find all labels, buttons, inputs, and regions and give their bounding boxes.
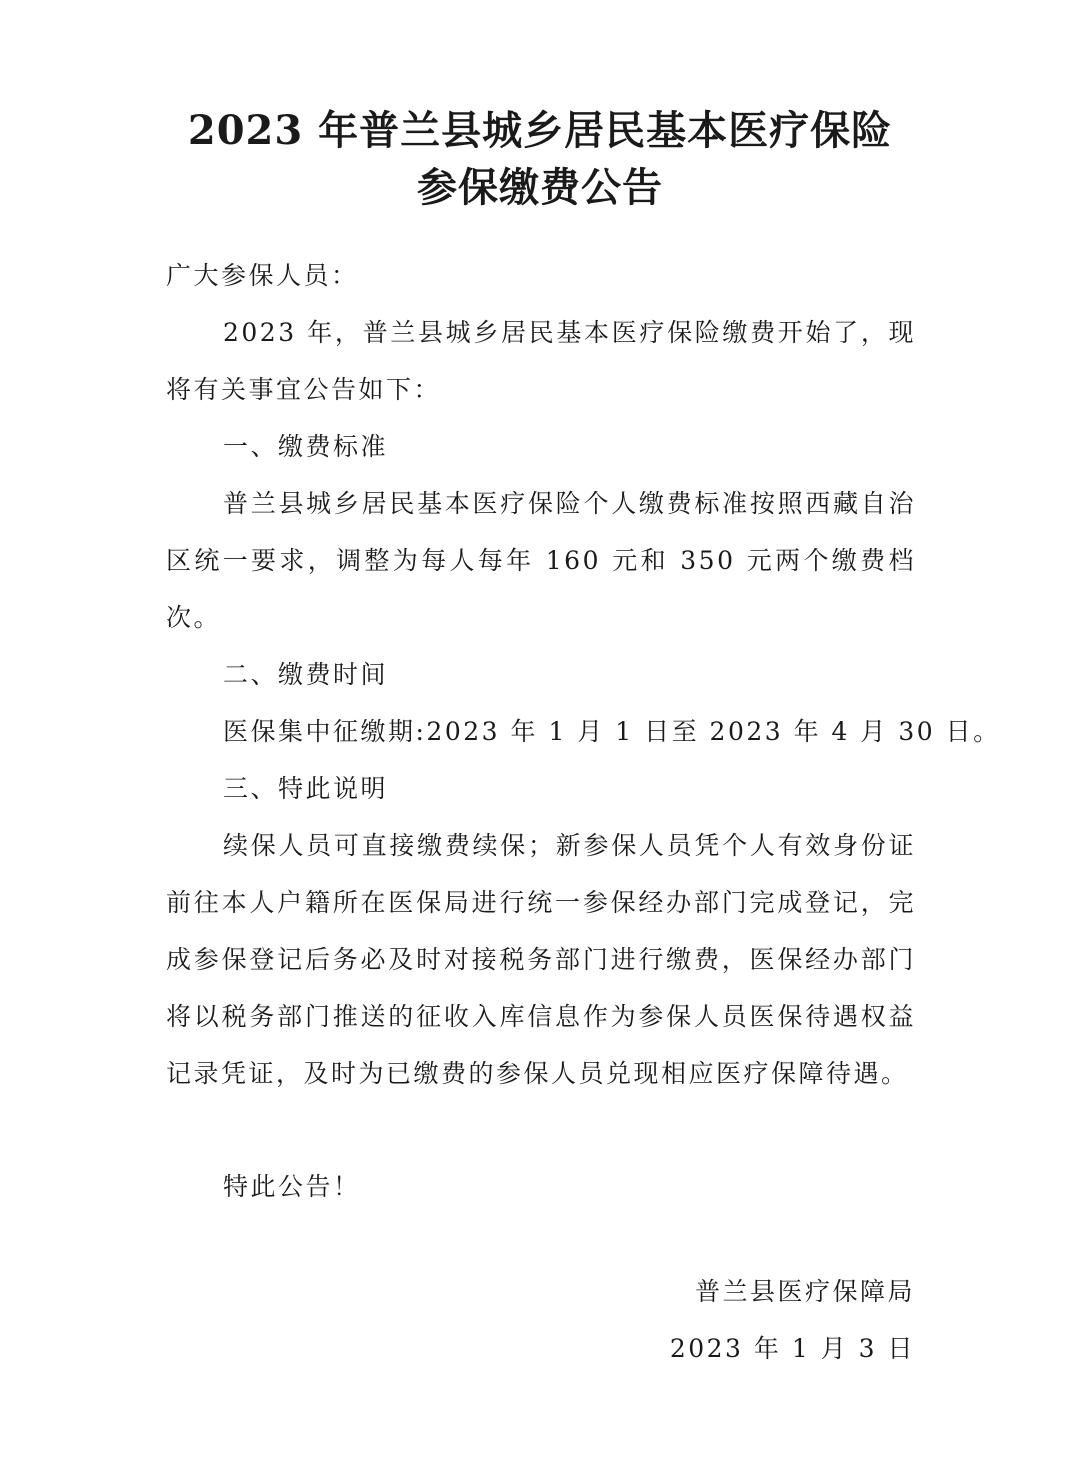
salutation: 广大参保人员：: [166, 261, 359, 290]
intro-paragraph: 2023 年，普兰县城乡居民基本医疗保险缴费开始了，现将有关事宜公告如下：: [166, 318, 916, 404]
title-line-1: 2023 年普兰县城乡居民基本医疗保险: [187, 107, 893, 154]
section-3-paragraph: 续保人员可直接缴费续保；新参保人员凭个人有效身份证前往本人户籍所在医保局进行统一参保经办部门完成登记，完成参保登记后务必及时对接税务部门进行缴费，医保经办部门将以税务部门推送的征收入库信息作为参保人员医保待遇权益记录凭证，及时为已缴费的参保人员兑现相应医疗保障待遇。: [166, 831, 916, 1088]
section-3-heading: 三、特此说明: [223, 774, 389, 803]
issue-date: 2023 年 1 月 3 日: [669, 1334, 915, 1363]
section-1-heading: 一、缴费标准: [223, 432, 389, 461]
section-1-paragraph: 普兰县城乡居民基本医疗保险个人缴费标准按照西藏自治区统一要求，调整为每人每年 160 元和 350 元两个缴费档次。: [166, 489, 916, 632]
title-line-2: 参保缴费公告: [417, 164, 663, 211]
section-2-heading: 二、缴费时间: [223, 660, 389, 689]
section-2-paragraph: 医保集中征缴期:2023 年 1 月 1 日至 2023 年 4 月 30 日。: [223, 717, 1001, 746]
issuer-signature: 普兰县医疗保障局: [694, 1277, 915, 1306]
closing-statement: 特此公告！: [223, 1172, 361, 1201]
